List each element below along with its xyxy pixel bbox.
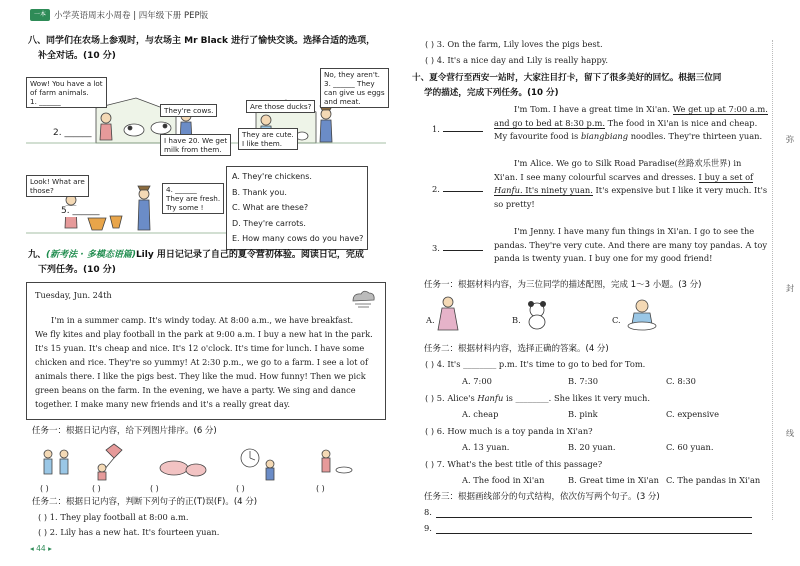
s10-title-line2: 学的描述，完成下列任务。(10 分) [424, 88, 559, 98]
match-blank-3[interactable] [432, 242, 483, 256]
mc-question-5 [425, 392, 650, 406]
seal-label-3: 线 [786, 429, 794, 438]
order-blank-3[interactable]: ( ) [150, 484, 159, 493]
tf-question-3 [425, 38, 603, 52]
passage-tom [494, 103, 770, 144]
mc4-option-a[interactable]: A. 7:00 [462, 376, 492, 386]
option-c: C. What are these? [232, 203, 309, 212]
mc-question-text: is ________. She likes it very much. [503, 393, 651, 403]
writing-label-8: 8. [424, 507, 432, 517]
bubble-blank-3[interactable]: 3. ______ They [324, 79, 375, 88]
mc-question-6 [425, 425, 593, 439]
diary-box [26, 282, 386, 420]
tf-question-text: 2. Lily has a new hat. It's fourteen yuan. [49, 527, 220, 537]
mc-answer-blank[interactable]: ( ) [425, 393, 435, 403]
mc6-option-c[interactable]: C. 60 yuan. [666, 442, 714, 452]
option-e: E. How many cows do you have? [232, 234, 364, 243]
mc-question-text: 6. How much is a toy panda in Xi'an? [436, 426, 593, 436]
diary-picture-row [34, 440, 374, 482]
tf-answer-blank[interactable]: ( ) [425, 55, 435, 65]
diary-line: together. I make many new friends and it's a really great day. [35, 399, 291, 409]
header-title: 小学英语周末小周卷 | 四年级下册 PEP版 [54, 11, 209, 21]
s9-title-text: Lily 用日记记录了自己的夏令营初体验。阅读日记，完成 [135, 250, 364, 260]
passage-text: My favourite food is [494, 131, 581, 141]
writing-line-8[interactable] [436, 517, 752, 518]
hanfu-girl-picture [436, 296, 460, 332]
bubble-text: and meat. [324, 97, 361, 106]
match-blank-1[interactable] [432, 123, 483, 137]
speech-bubble-7 [238, 128, 298, 150]
bubble-text: I like them. [242, 139, 283, 148]
bubble-text: Wow! You have a lot [30, 79, 103, 88]
underlined-sentence: We get up at 7:00 a.m. [672, 104, 768, 114]
s9-title-line2: 下列任务。(10 分) [38, 265, 116, 275]
speech-bubble-9 [162, 183, 224, 214]
tf-question-text: 4. It's a nice day and Lily is really happy. [436, 55, 608, 65]
mc-question-text: 7. What's the best title of this passage? [436, 459, 603, 469]
mc6-option-a[interactable]: A. 13 yuan. [462, 442, 510, 452]
bubble-text: of farm animals. [30, 88, 89, 97]
bubble-text: milk from them. [164, 145, 222, 154]
tf-question-4 [425, 54, 608, 68]
passage-text: so pretty! [494, 198, 535, 209]
option-d: D. They're carrots. [232, 218, 306, 228]
passage-text: It's expensive but I like it very much. It's [592, 185, 768, 195]
order-blank-2[interactable]: ( ) [92, 484, 101, 493]
s10-task3: 任务三：根据画线部分的句式结构，依次仿写两个句子。(3 分) [424, 492, 660, 502]
s8-title-line1: 八、同学们在农场上参观时，与农场主 Mr Black 进行了愉快交谈。选择合适的选项， [28, 36, 376, 46]
s10-task2: 任务二：根据材料内容，选择正确的答案。(4 分) [424, 344, 609, 354]
speech-bubble-2 [160, 104, 217, 117]
mc-question-text: 5. Alice's [436, 393, 478, 403]
match-number: 3. [432, 243, 440, 253]
pic-label-c: C. [612, 315, 621, 325]
diary-line: animals there. I like the pigs best. They like the mud. How funny! Then we pick [35, 371, 366, 381]
writing-label-9: 9. [424, 523, 432, 533]
option-a: A. They're chickens. [232, 172, 312, 181]
bubble-text: No, they aren't. [324, 70, 380, 79]
underlined-sentence: . It's ninety yuan. [519, 185, 593, 195]
s9-number: 九、 [28, 250, 47, 260]
match-number: 1. [432, 124, 440, 134]
speech-bubble-3[interactable] [50, 128, 94, 139]
tf-answer-blank[interactable]: ( ) [38, 512, 48, 522]
mc7-option-a[interactable]: A. The food in Xi'an [462, 475, 545, 485]
bubble-text: Are those ducks? [250, 102, 312, 111]
page-number-text: 44 [36, 544, 46, 553]
mc4-option-c[interactable]: C. 8:30 [666, 376, 696, 386]
mc-question-italic: Hanfu [477, 393, 504, 403]
passage-text-italic: biangbiang [580, 131, 629, 141]
s9-task2: 任务二：根据日记内容，判断下列句子的正(T)误(F)。(4 分) [32, 497, 258, 507]
s9-title-line1 [28, 249, 364, 262]
speech-bubble-8 [26, 175, 89, 197]
passage-alice [494, 157, 770, 211]
underlined-sentence: and go to bed at 8:30 p.m. [494, 117, 605, 128]
tf-question-text: 1. They play football at 8:00 a.m. [49, 512, 189, 522]
bubble-blank-1[interactable]: 1. ______ [30, 97, 61, 106]
bubble-text: can give us eggs [324, 88, 385, 97]
writing-line-9[interactable] [436, 533, 752, 534]
s10-task1: 任务一：根据材料内容，为三位同学的描述配图，完成 1～3 小题。(3 分) [424, 280, 702, 290]
passage-text: Xi'an. I see many colourful scarves and dresses. [494, 171, 699, 182]
new-format-tag: (新考法 · 多模态语篇) [46, 250, 136, 260]
bubble-blank-4[interactable]: 4. ______ [166, 185, 197, 194]
match-number: 2. [432, 184, 440, 194]
bubble-text: They are cute. [242, 130, 294, 139]
speech-bubble-1 [26, 77, 107, 108]
pic-label-b: B. [512, 315, 521, 325]
mc5-option-c[interactable]: C. expensive [666, 409, 719, 419]
mc-answer-blank[interactable]: ( ) [425, 359, 435, 369]
diary-line: It's 15 yuan. It's cheap and nice. It's 12 o'clock. It's time for lunch. I have some [35, 343, 365, 353]
passage-text: panda is twenty yuan. I buy one for my good friend! [494, 253, 713, 263]
passage-text: I'm Jenny. I have many fun things in Xi'an. I go to see the [514, 226, 755, 236]
page-number: ◂ 44 ▸ [30, 544, 52, 553]
passage-text: noodles. They're thirteen yuan. [628, 131, 763, 141]
bubble-text: those? [30, 186, 54, 195]
diary-line: I'm in a summer camp. It's windy today. At 8:00 a.m., we have breakfast. [51, 315, 354, 325]
diary-line: We fly kites and play football in the park at 9:00 a.m. I buy a new hat in the park. [35, 329, 373, 339]
s9-task1: 任务一：根据日记内容，给下列图片排序。(6 分) [32, 426, 217, 436]
s10-title-line1: 十、夏令营行至西安一站时，大家注目打卡，留下了很多美好的回忆。根据三位同 [412, 73, 722, 83]
bubble-text: Try some ! [166, 203, 204, 212]
mc-question-text: 4. It's ________ p.m. It's time to go to bed for Tom. [436, 359, 646, 369]
toy-panda-picture [522, 300, 552, 330]
binding-line [772, 40, 773, 520]
brand-logo: 一本 [30, 9, 50, 21]
underlined-sentence: I buy a set of [698, 171, 754, 182]
windy-weather-icon [349, 287, 377, 309]
mc-answer-blank[interactable]: ( ) [425, 459, 435, 469]
speech-bubble-5 [246, 100, 315, 113]
mc5-option-a[interactable]: A. cheap [462, 409, 499, 419]
bubble-text: I have 20. We get [164, 136, 228, 145]
order-blank-5[interactable]: ( ) [316, 484, 325, 493]
match-blank-2[interactable] [432, 183, 483, 197]
passage-text: pandas. They're very cute. And there are many toy pandas. A toy [494, 239, 768, 250]
mc-question-7 [425, 458, 602, 472]
bubble-text: They are fresh. [166, 194, 221, 203]
bubble-text: They're cows. [164, 106, 214, 115]
diary-line: chicken and rice. They're so yummy! At 2:30 p.m., we go to a farm. I see a lot of [35, 357, 369, 367]
speech-bubble-4 [160, 134, 231, 156]
mc6-option-b[interactable]: B. 20 yuan. [568, 442, 616, 452]
underlined-italic: Hanfu [494, 185, 520, 195]
tf-answer-blank[interactable]: ( ) [38, 527, 48, 537]
s8-title-line2: 补全对话。(10 分) [38, 51, 116, 61]
diary-date: Tuesday, Jun. 24th [35, 290, 112, 300]
passage-text: I'm Alice. We go to Silk Road Paradise(丝路欢乐世界) in [514, 158, 742, 168]
pic-label-a: A. [426, 315, 435, 325]
bubble-blank-2: 2. ______ [53, 128, 92, 138]
tf-question-2 [38, 526, 219, 540]
order-blank-1[interactable]: ( ) [40, 484, 49, 493]
seal-label-1: 弥 [786, 135, 794, 144]
passage-text: I'm Tom. I have a great time in Xi'an. [514, 104, 673, 114]
mc7-option-c[interactable]: C. The pandas in Xi'an [666, 475, 761, 485]
bubble-text: Look! What are [30, 177, 85, 186]
tf-question-text: 3. On the farm, Lily loves the pigs best. [436, 39, 603, 49]
passage-text: The food in Xi'an is nice and cheap. [604, 117, 758, 128]
mc-answer-blank[interactable]: ( ) [425, 426, 435, 436]
order-blank-4[interactable]: ( ) [236, 484, 245, 493]
mc-question-4 [425, 358, 645, 372]
option-b: B. Thank you. [232, 187, 287, 197]
bubble-blank-5: 5. ______ [61, 206, 100, 216]
diary-line: green beans on the farm. In the evening, we have a party. We sing and dance [35, 385, 356, 395]
mc4-option-b[interactable]: B. 7:30 [568, 376, 599, 386]
s8-options-box [226, 166, 368, 250]
tf-answer-blank[interactable]: ( ) [425, 39, 435, 49]
mc5-option-b[interactable]: B. pink [568, 409, 598, 419]
speech-bubble-6 [320, 68, 389, 108]
passage-jenny [494, 225, 770, 266]
seal-label-2: 封 [786, 284, 794, 293]
mc7-option-b[interactable]: B. Great time in Xi'an [568, 475, 659, 485]
tf-question-1 [38, 511, 189, 525]
noodles-boy-picture [622, 298, 662, 332]
speech-bubble-10[interactable] [58, 206, 102, 217]
